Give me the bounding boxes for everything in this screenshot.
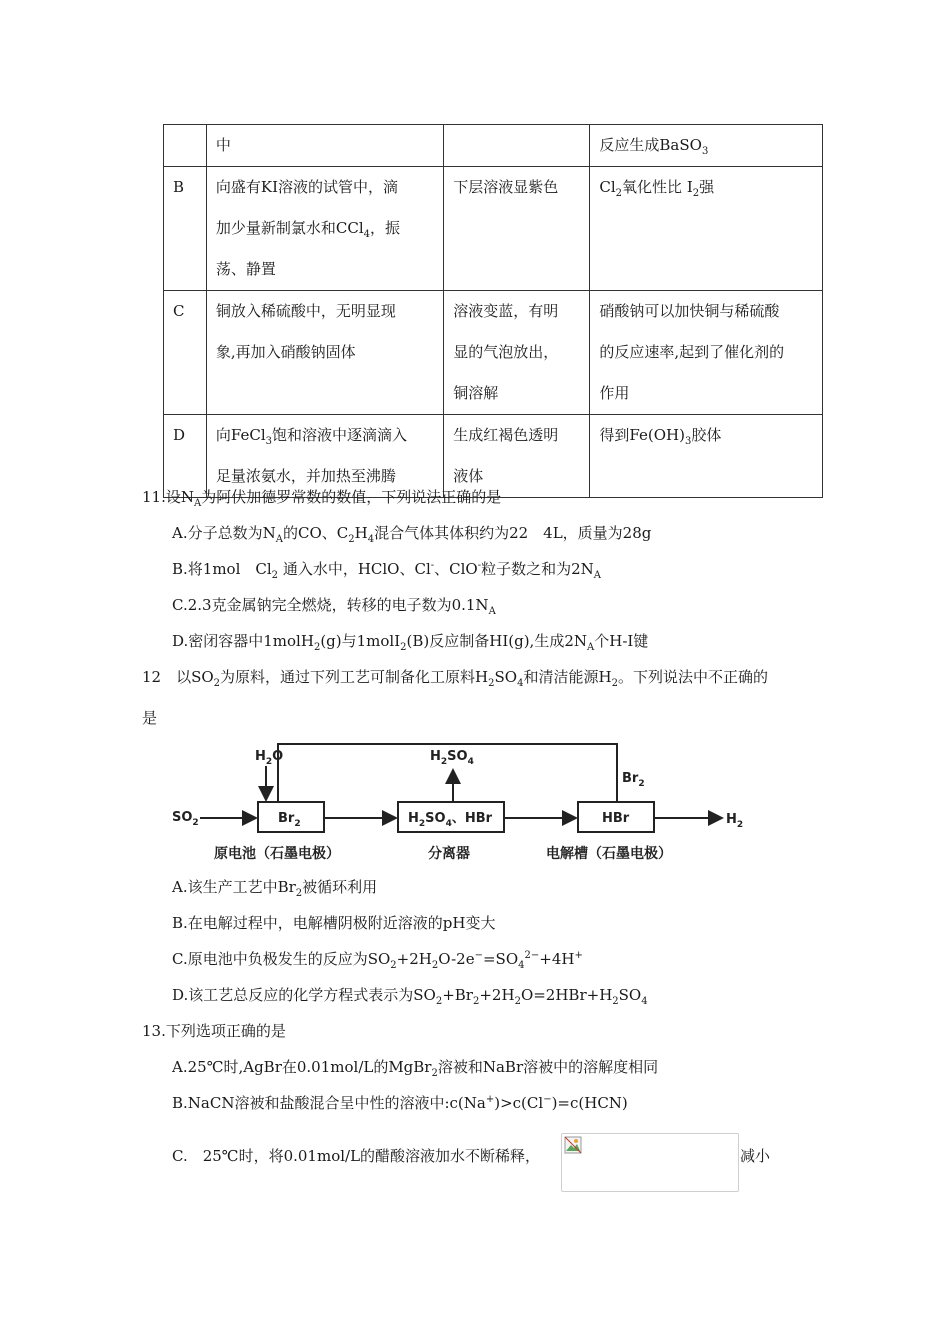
subscript: 3 (684, 436, 692, 447)
table-cell (206, 125, 443, 167)
question-12-stem-line2: 是 (142, 709, 158, 727)
cell-text: 胶体 (691, 426, 722, 444)
question-11-stem: 11.设$N_A$为阿伏加德罗常数的数值，下列说法正确的是 (142, 488, 502, 509)
q12-option-c: C.原电池中负极发生的反应为$SO_2+2H_2O-2e^-=SO_4^{2-}+4H^+$ (172, 950, 583, 971)
box-separator-label: $H_2SO_4$、HBr (408, 811, 493, 829)
experiment-table (163, 124, 823, 498)
table-cell (590, 167, 823, 291)
cell-text: Cl (599, 178, 616, 196)
cell-text: 氧化性比 I (622, 178, 693, 196)
cell-line: 硝酸钠可以加快铜与稀硫酸 (599, 302, 780, 320)
cell-line (216, 415, 434, 456)
broken-image-placeholder (561, 1133, 739, 1192)
table-cell (164, 125, 207, 167)
br2-recycle-label: $Br_2$ (622, 771, 645, 789)
label-electrolyzer: 电解槽（石墨电极） (546, 846, 672, 862)
q11-option-c: C.2.3克金属钠完全燃烧，转移的电子数为$0.1N_A$ (172, 596, 496, 617)
table-cell (206, 167, 443, 291)
question-12-stem: 12 以$SO_2$为原料，通过下列工艺可制备化工原料$H_2SO_4$和清洁能源$H_2$。下列说法中不正确的 (142, 668, 768, 689)
row-label: D (164, 415, 207, 498)
subscript: 4 (363, 229, 371, 240)
row-label: C (164, 291, 207, 415)
subscript: 3 (265, 436, 272, 447)
cell-text: 饱和溶液中逐滴滴入 (272, 426, 408, 444)
cell-text: 向FeCl (215, 426, 266, 444)
q13-option-a: A.25℃时,AgBr在0.01mol/L的MgBr$_2$溶被和NaBr溶被中的溶解度相同 (172, 1058, 659, 1079)
table-cell (590, 415, 823, 498)
table-row (164, 167, 823, 291)
cell-text: 强 (699, 178, 715, 196)
h2o-label: $H_2O$ (255, 749, 284, 767)
cell-line (599, 167, 813, 208)
q13-option-c-suffix: 减小 (740, 1147, 771, 1165)
table-cell (444, 167, 590, 291)
cell-line: 荡、静置 (215, 260, 276, 278)
q13-option-c: C. 25℃时，将0.01mol/L的醋酸溶液加水不断稀释， (172, 1147, 541, 1165)
subscript: 3 (701, 146, 709, 157)
q12-option-b: B.在电解过程中，电解槽阴极附近溶液的pH变大 (172, 914, 496, 932)
box-battery-label: $Br_2$ (278, 811, 301, 829)
cell-line (216, 208, 434, 249)
cell-line: 足量浓氨水，并加热至沸腾 (215, 467, 396, 485)
cell-line: 显的气泡放出， (453, 343, 559, 361)
subscript: 2 (615, 188, 623, 199)
cell-line: 作用 (599, 384, 630, 402)
cell-line: 铜放入稀硫酸中，无明显现 (215, 302, 396, 320)
box-electrolyzer-label: HBr (602, 811, 630, 826)
cell-line: 下层溶液显紫色 (453, 178, 559, 196)
cell-line: 铜溶解 (453, 384, 499, 402)
h2-label: $H_2$ (726, 812, 744, 830)
q11-option-a: A.分子总数为$N_A$的CO、$C_2H_4$混合气体其体积约为22 4L，质量为28g (172, 524, 652, 545)
cell-line: 液体 (453, 467, 484, 485)
q12-option-a: A.该生产工艺中$Br_2$被循环利用 (172, 878, 378, 899)
cell-text: 中 (215, 136, 231, 154)
cell-line: 象,再加入硝酸钠固体 (215, 343, 356, 361)
q12-option-d: D.该工艺总反应的化学方程式表示为$SO_2+Br_2+2H_2O=2HBr+H_2SO_4$ (172, 986, 648, 1007)
q13-option-b: B.NaCN溶被和盐酸混合呈中性的溶液中:c(Na+)>c(Cl−)=c(HCN) (172, 1094, 628, 1112)
table-cell (590, 291, 823, 415)
process-flow-diagram (170, 738, 760, 868)
row-label: B (164, 167, 207, 291)
cell-line (599, 415, 813, 456)
h2so4-output-label: $H_2SO_4$ (430, 749, 474, 767)
table-row (164, 291, 823, 415)
question-13-stem: 13.下列选项正确的是 (142, 1022, 286, 1040)
cell-line: 的反应速率,起到了催化剂的 (599, 343, 785, 361)
table-cell (206, 291, 443, 415)
label-battery: 原电池（石墨电极） (214, 846, 340, 862)
cell-text: 加少量新制氯水和CCl (215, 219, 364, 237)
label-separator: 分离器 (428, 846, 470, 862)
cell-line: 生成红褐色透明 (453, 426, 559, 444)
q11-option-d: D.密闭容器中1molH$_2$(g)与1molI$_2$(B)反应制备HI(g),生成$2N_A$个H-I键 (172, 632, 649, 653)
so2-label: $SO_2$ (172, 810, 199, 828)
cell-line: 向盛有KI溶液的试管中，滴 (215, 178, 399, 196)
broken-image-icon (564, 1136, 582, 1154)
cell-text: ，振 (370, 219, 401, 237)
subscript: 2 (692, 188, 700, 199)
table-row (164, 125, 823, 167)
cell-line: 溶液变蓝，有明 (453, 302, 559, 320)
table-cell (444, 125, 590, 167)
q11-option-b: B.将1mol $Cl_2$ 通入水中，HClO、Cl-、ClO-粒子数之和为$2N_A$ (172, 560, 602, 581)
table-cell (590, 125, 823, 167)
table-cell (444, 291, 590, 415)
cell-text: 得到Fe(OH) (599, 426, 685, 444)
cell-text: 反应生成BaSO (599, 136, 702, 154)
